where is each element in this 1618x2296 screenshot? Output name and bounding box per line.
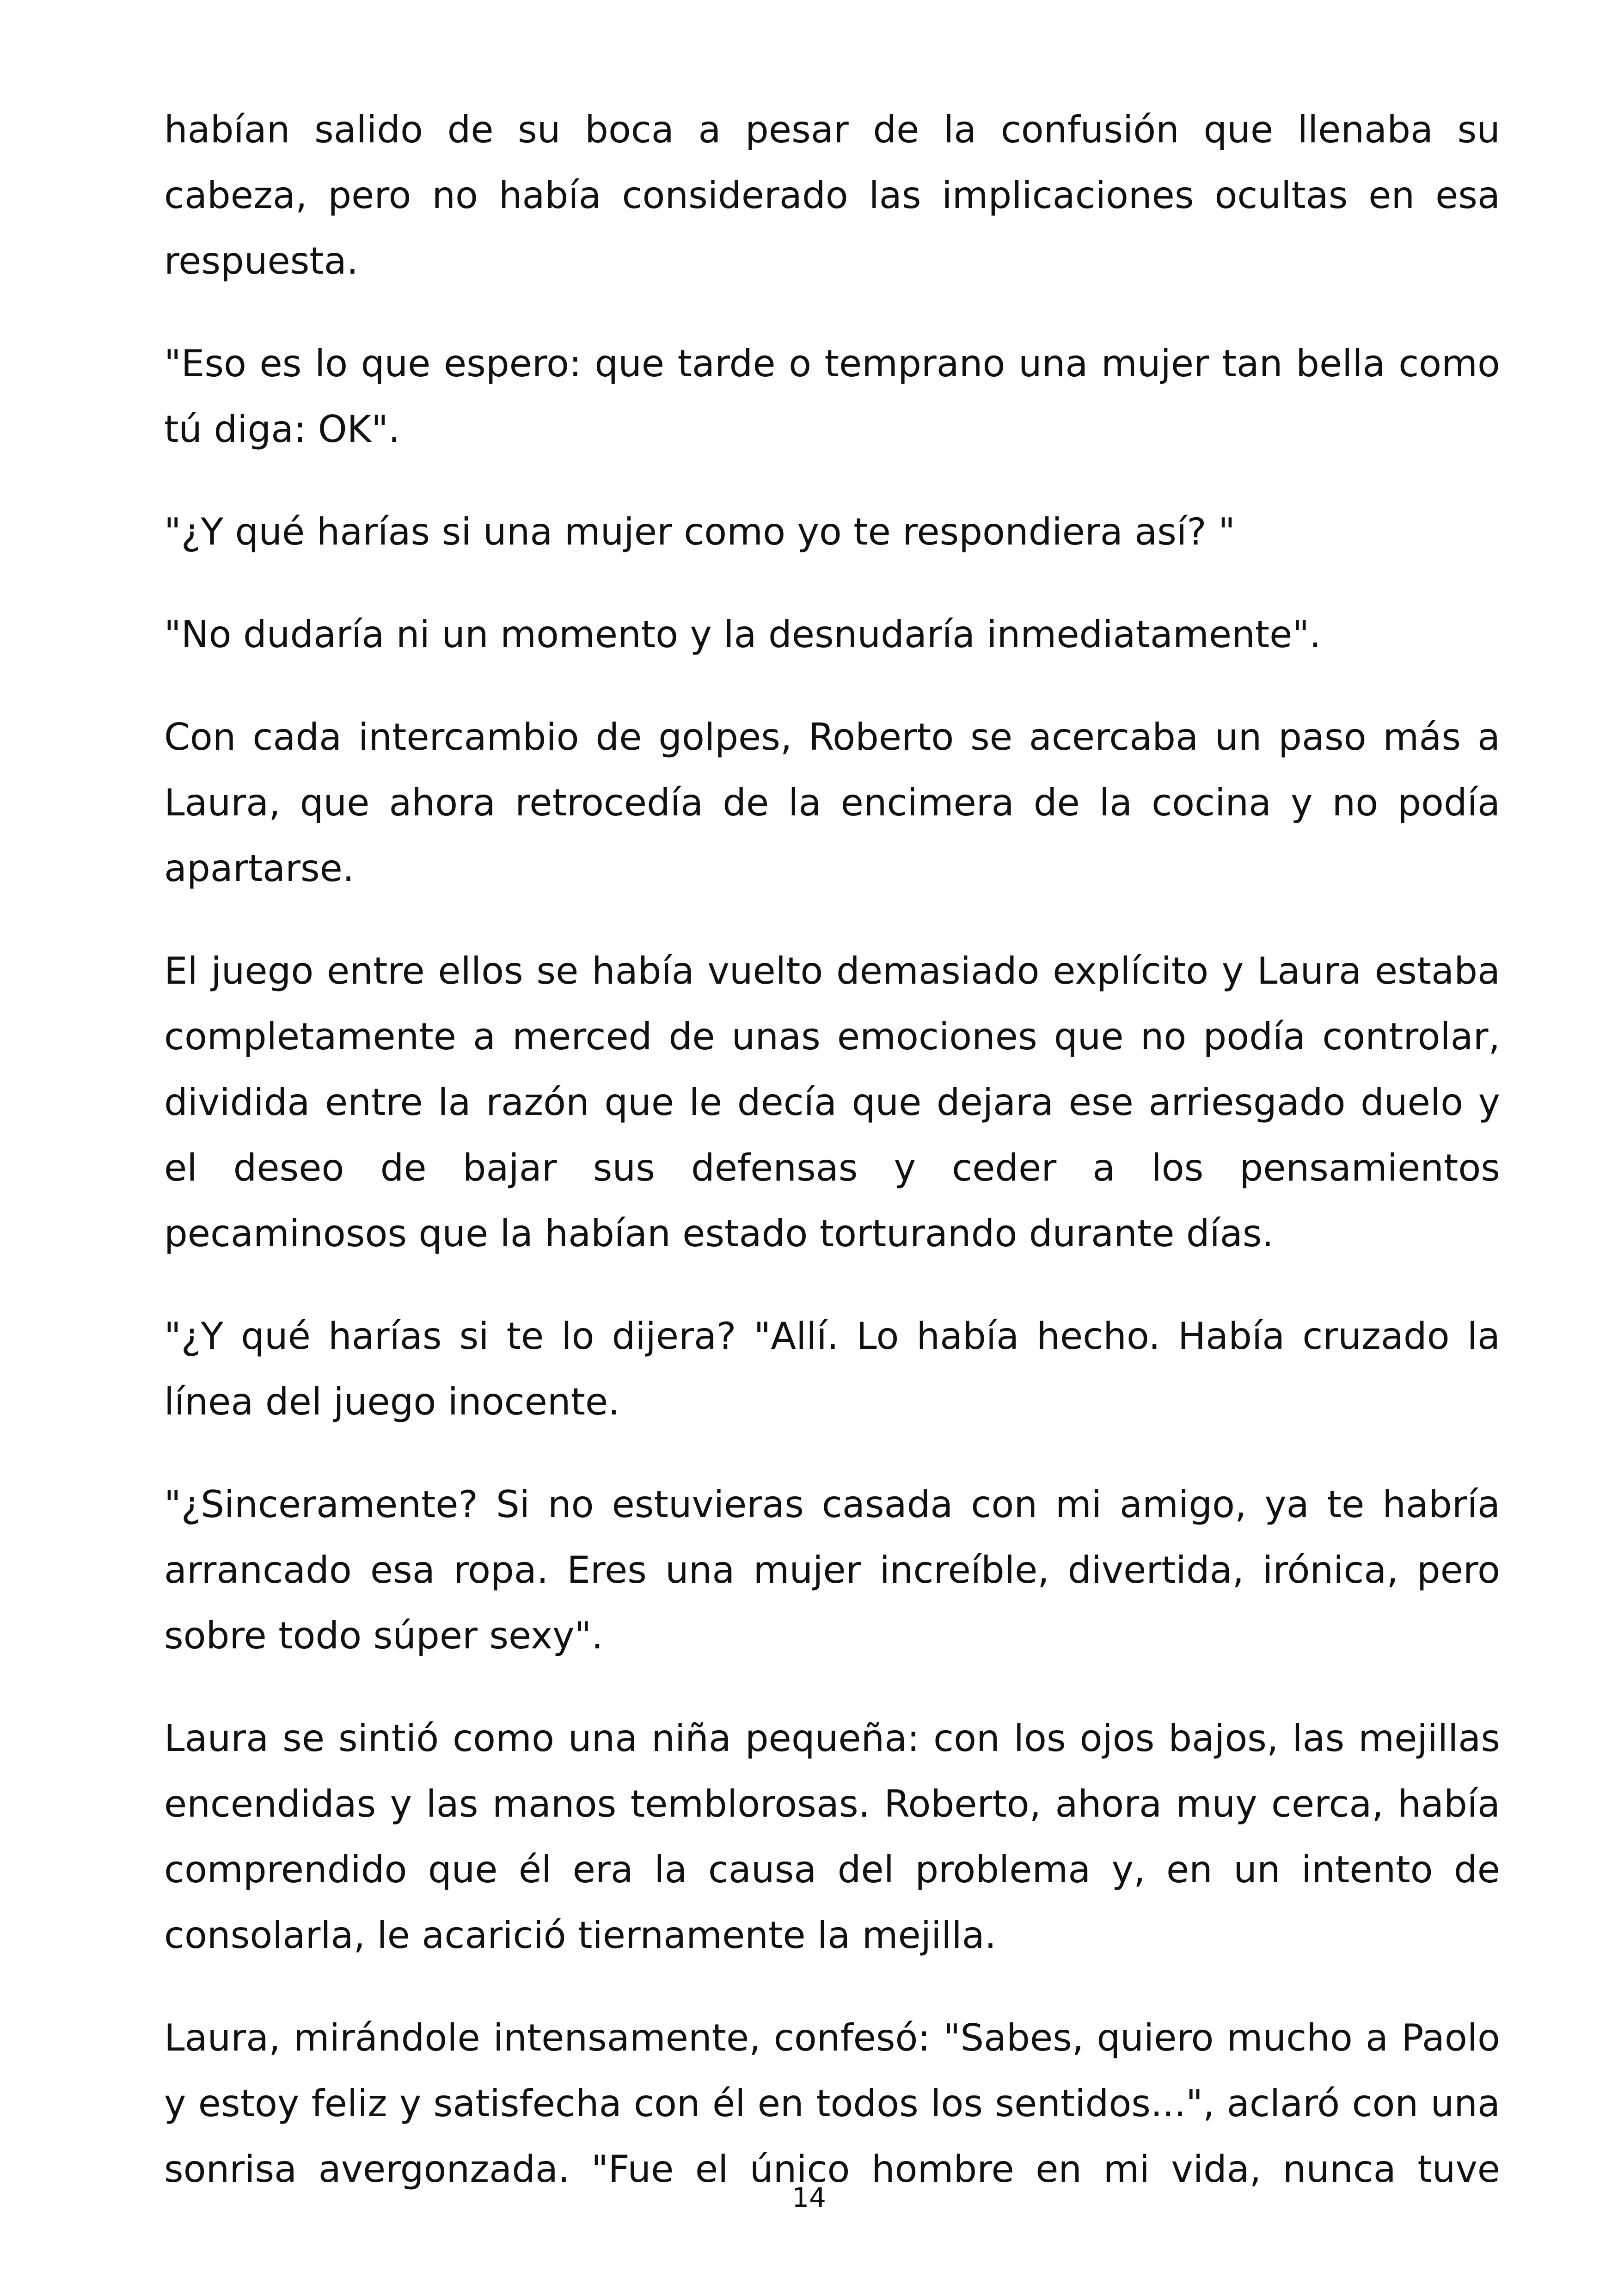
- paragraph: Con cada intercambio de golpes, Roberto se acercaba un paso más a Laura, que ahora retrocedía de la encimera de la cocina y no podía apartarse.: [164, 716, 1500, 890]
- paragraph: El juego entre ellos se había vuelto demasiado explícito y Laura estaba completamente a merced de unas emociones que no podía controlar, dividida entre la razón que le decía que dejara ese arriesgado duelo y el deseo de bajar sus defensas y ceder a los pensamientos pecaminosos que la habían estado torturando durante días.: [164, 949, 1500, 1255]
- paragraph: "¿Y qué harías si te lo dijera? "Allí. Lo había hecho. Había cruzado la línea del juego inocente.: [164, 1315, 1500, 1423]
- paragraph: habían salido de su boca a pesar de la confusión que llenaba su cabeza, pero no había considerado las implicaciones ocultas en esa respuesta.: [164, 108, 1500, 282]
- paragraph: Laura se sintió como una niña pequeña: con los ojos bajos, las mejillas encendidas y las manos temblorosas. Roberto, ahora muy cerca, había comprendido que él era la causa del problema y, en un intento de consolarla, le acarició tiernamente la mejilla.: [164, 1717, 1500, 1957]
- page-number: 14: [792, 2182, 826, 2213]
- body-text: [164, 97, 1500, 2202]
- paragraph: "¿Sinceramente? Si no estuvieras casada con mi amigo, ya te habría arrancado esa ropa. Eres una mujer increíble, divertida, irónica, pero sobre todo súper sexy".: [164, 1483, 1500, 1657]
- paragraph: "Eso es lo que espero: que tarde o temprano una mujer tan bella como tú diga: OK".: [164, 342, 1500, 451]
- paragraph: "No dudaría ni un momento y la desnudaría inmediatamente".: [164, 613, 1321, 656]
- paragraph: "¿Y qué harías si una mujer como yo te respondiera así? ": [164, 510, 1235, 553]
- paragraph: Laura, mirándole intensamente, confesó: "Sabes, quiero mucho a Paolo y estoy feliz y satisfecha con él en todos los sentidos...", aclaró con una sonrisa avergonzada. "Fue el único hombre en mi vida, nunca tuve: [164, 2016, 1500, 2191]
